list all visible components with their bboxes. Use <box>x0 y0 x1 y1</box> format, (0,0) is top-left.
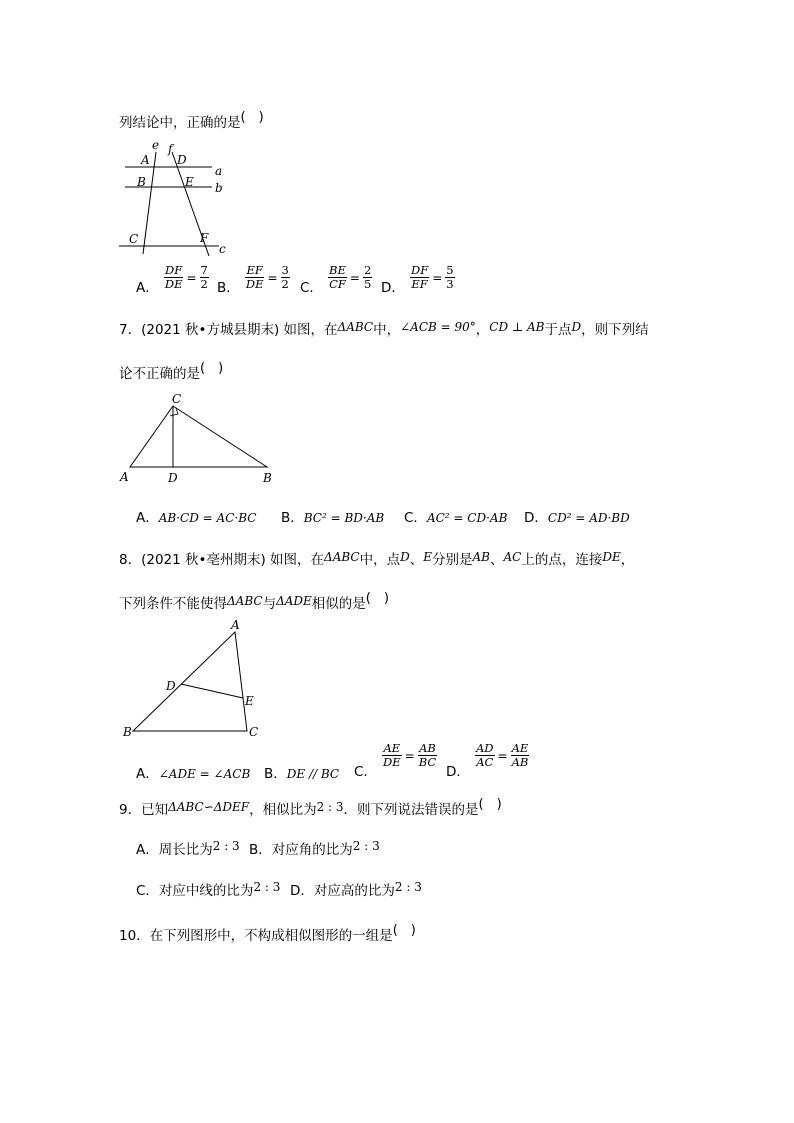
label-B: B <box>263 471 272 485</box>
q8-option-d: $_{D.}$ $\frac{AD}{AC}$ = $\frac{AE}{AB}$ <box>446 741 529 780</box>
label-b: b <box>215 181 223 195</box>
q8-stem-line1: 8．(2021 秋•亳州期末) 如图，在ΔABC中，点D、E分别是AB、AC上的点，连接DE， <box>119 550 635 568</box>
q7-right-triangle-figure <box>115 388 285 488</box>
label-c: c <box>219 242 226 256</box>
q9-option-d: D．对应高的比为2 : 3 <box>290 880 422 899</box>
label-D: D <box>168 471 178 485</box>
q9-option-b: B．对应角的比为2 : 3 <box>249 839 380 858</box>
label-E: E <box>185 175 194 189</box>
q6-option-d: $_{D.}$ $\frac{DF}{EF}$ = $\frac{5}{3}$ <box>381 263 454 296</box>
q7-stem-line2: 论不正确的是( ) <box>119 361 224 382</box>
label-A: A <box>141 153 150 167</box>
q8-option-a: A．∠ADE = ∠ACB <box>136 766 251 782</box>
q7-stem-line1: 7．(2021 秋•方城县期末) 如图，在ΔABC中，∠ACB = 90°，CD ⊥ AB于点D，则下列结 <box>119 320 649 338</box>
label-A: A <box>120 470 129 484</box>
q9-stem: 9．已知ΔABC∽ΔDEF，相似比为2 : 3．则下列说法错误的是( ) <box>119 797 502 818</box>
label-f: f <box>168 142 173 156</box>
label-E: E <box>245 694 254 708</box>
label-e: e <box>152 140 160 152</box>
q7-option-a: A．AB·CD = AC·BC <box>136 510 257 526</box>
triangle-abc <box>133 632 247 731</box>
q9-option-a: A．周长比为2 : 3 <box>136 839 240 858</box>
label-D: D <box>166 679 176 693</box>
q8-option-b: B．DE // BC <box>264 766 340 782</box>
label-C: C <box>129 232 139 246</box>
q6-stem-end: 列结论中，正确的是( ) <box>119 110 264 131</box>
q6-option-b: $_{B.}$ $\frac{EF}{DE}$ = $\frac{3}{2}$ <box>217 263 289 296</box>
label-D: D <box>177 153 187 167</box>
q6-option-c: $_{C.}$ $\frac{BE}{CF}$ = $\frac{2}{5}$ <box>300 263 372 296</box>
q6-option-a: $_{A.}$ $\frac{DF}{DE}$ = $\frac{7}{2}$ <box>136 263 208 296</box>
q6-parallel-lines-figure <box>115 140 240 260</box>
label-F: F <box>200 231 209 245</box>
label-C: C <box>172 392 182 406</box>
label-B: B <box>137 175 146 189</box>
label-a: a <box>215 164 223 178</box>
triangle-abc <box>130 406 267 467</box>
q8-triangle-figure <box>115 615 275 745</box>
q8-stem-line2: 下列条件不能使得ΔABC与ΔADE相似的是( ) <box>119 591 389 612</box>
label-C: C <box>249 725 259 739</box>
q9-option-c: C．对应中线的比为2 : 3 <box>136 880 281 899</box>
q7-option-c: C．AC² = CD·AB <box>404 510 508 526</box>
q10-stem: 10．在下列图形中，不构成相似图形的一组是( ) <box>119 923 416 944</box>
q7-option-d: D．CD² = AD·BD <box>524 510 630 526</box>
segment-de <box>181 684 243 698</box>
label-A: A <box>231 618 240 632</box>
label-B: B <box>123 725 132 739</box>
q7-option-b: B．BC² = BD·AB <box>281 510 385 526</box>
q8-option-c: $_{C.}$ $\frac{AE}{DE}$ = $\frac{AB}{BC}$ <box>354 741 437 780</box>
